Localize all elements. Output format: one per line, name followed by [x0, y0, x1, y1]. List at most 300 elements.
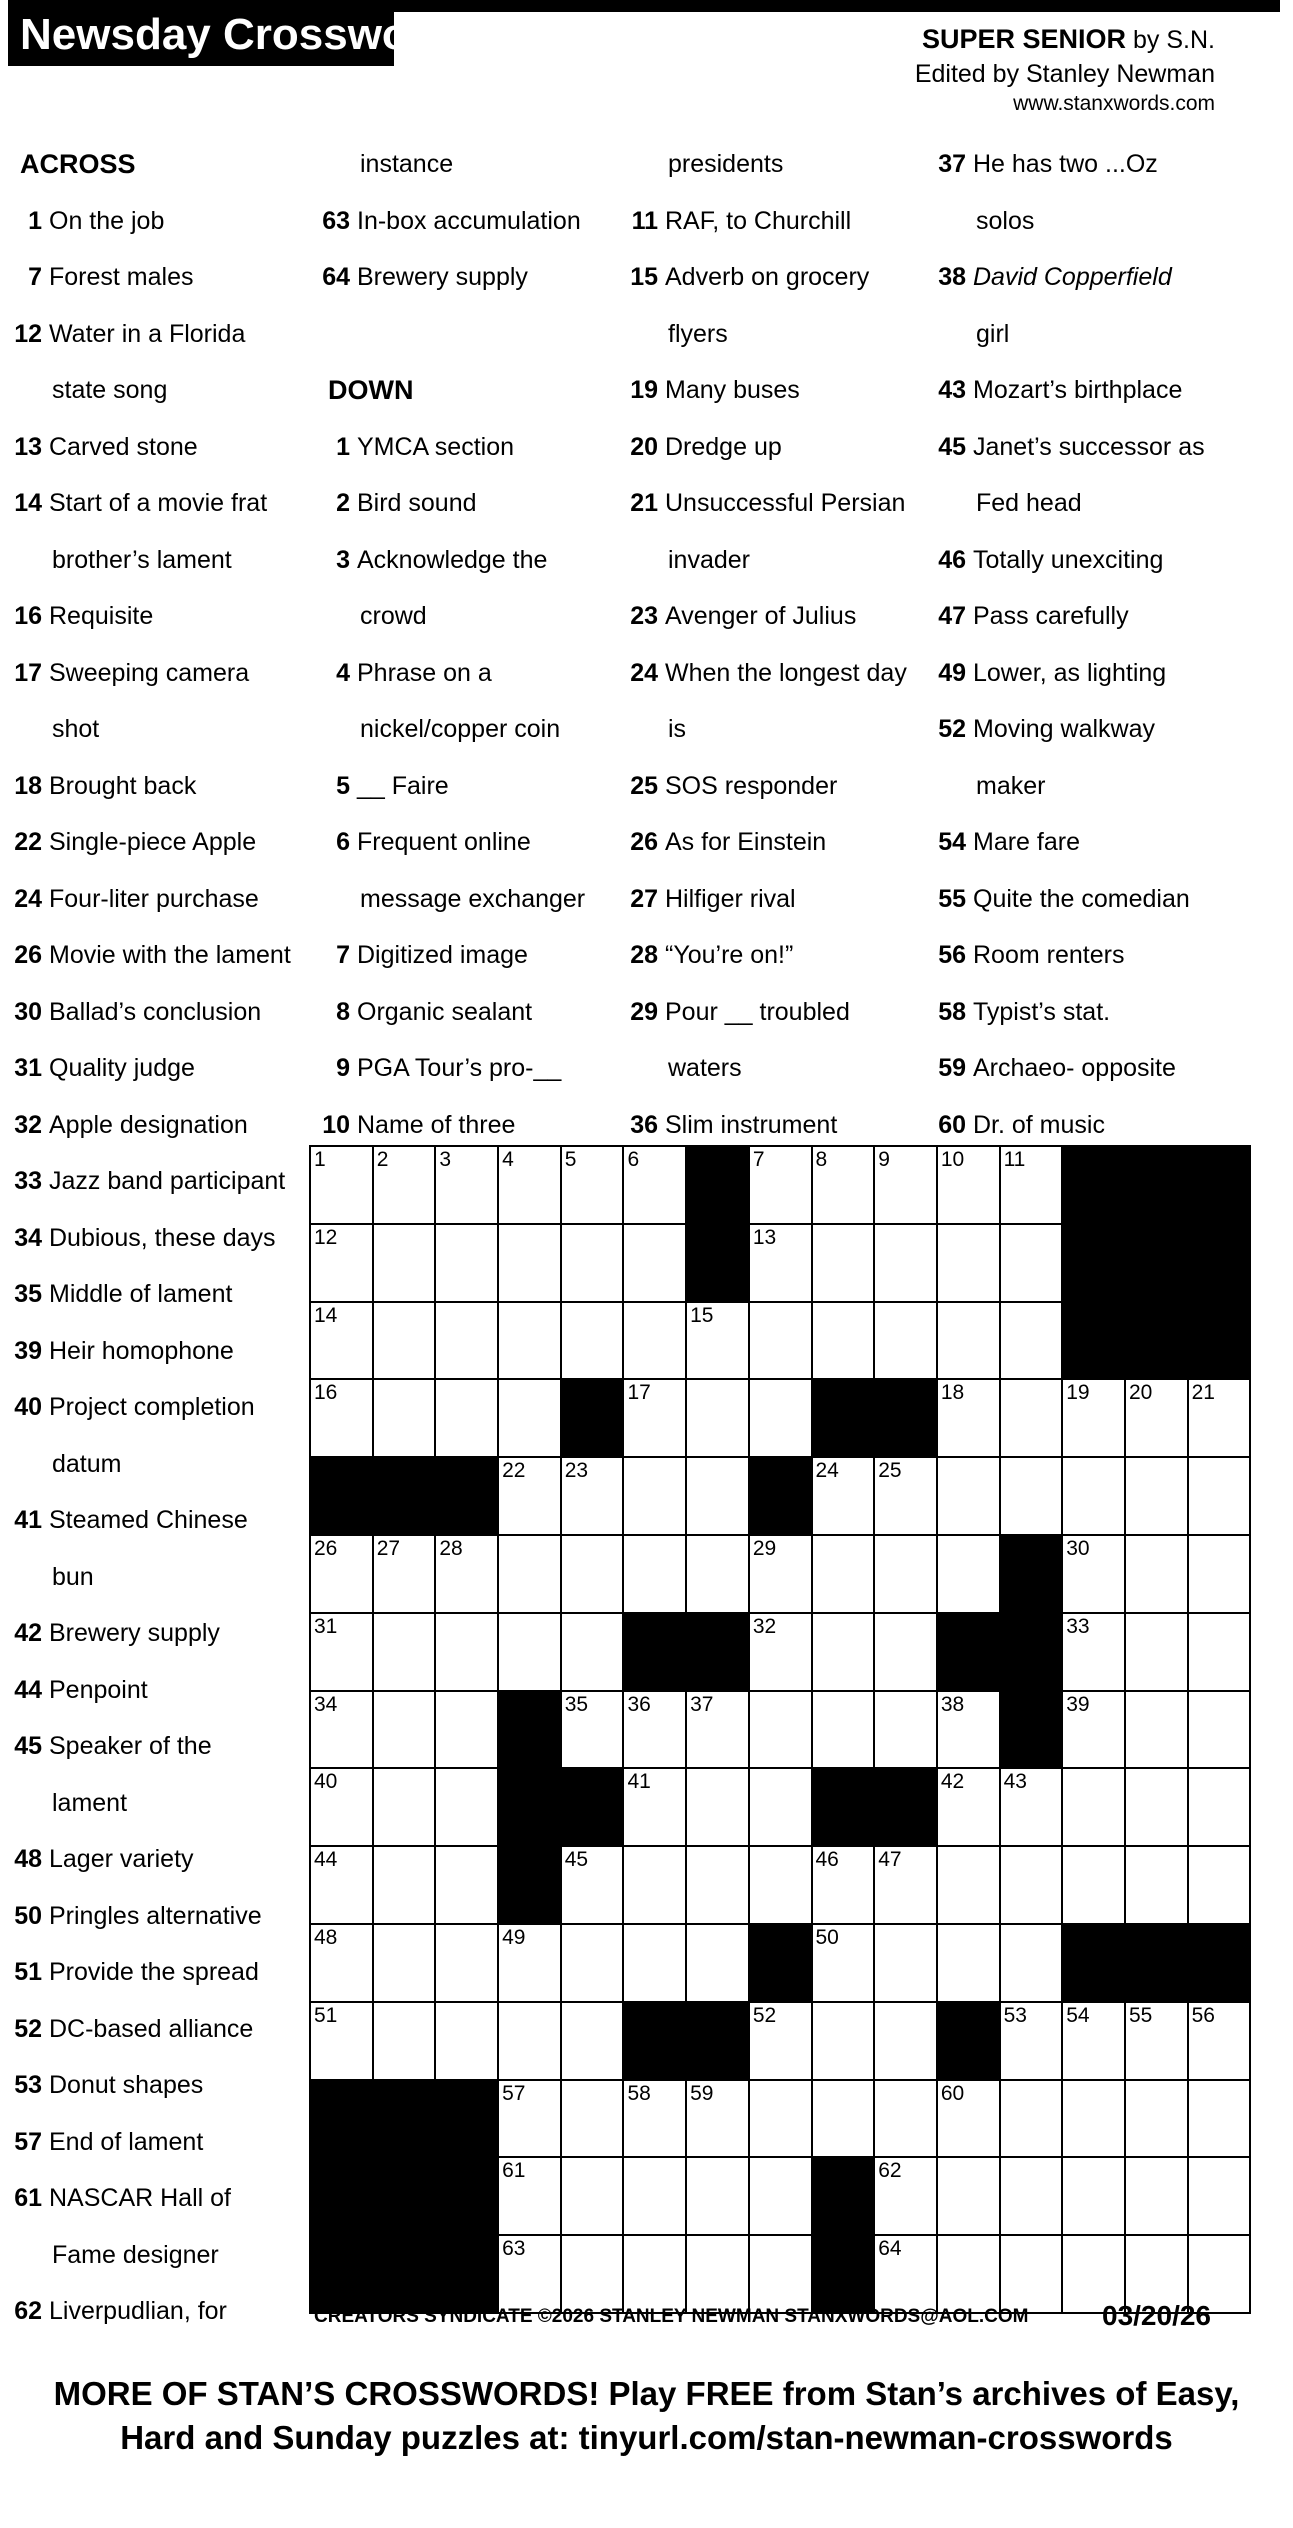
- grid-cell[interactable]: [1125, 1691, 1188, 1769]
- grid-cell[interactable]: [749, 1302, 812, 1380]
- cell-number: 51: [314, 2003, 338, 2027]
- grid-cell[interactable]: [310, 1691, 373, 1769]
- grid-cell[interactable]: [561, 2002, 624, 2080]
- grid-cell[interactable]: [1000, 1846, 1063, 1924]
- grid-cell[interactable]: [498, 1379, 561, 1457]
- grid-cell[interactable]: [1188, 2080, 1251, 2158]
- grid-cell[interactable]: [686, 2080, 749, 2158]
- grid-cell[interactable]: [1062, 2080, 1125, 2158]
- grid-cell[interactable]: [812, 1146, 875, 1224]
- grid-block: [1125, 1224, 1188, 1302]
- grid-cell[interactable]: [749, 1535, 812, 1613]
- grid-cell[interactable]: [373, 2002, 436, 2080]
- grid-cell[interactable]: [1062, 1535, 1125, 1613]
- grid-cell[interactable]: [623, 1691, 686, 1769]
- grid-cell[interactable]: [1000, 2235, 1063, 2313]
- clue-item[interactable]: [932, 588, 1237, 645]
- cell-number: 37: [690, 1692, 714, 1716]
- clue-item[interactable]: [932, 419, 1237, 476]
- clue-number: 12: [14, 319, 42, 348]
- clue-item[interactable]: [8, 1718, 313, 1775]
- clue-item[interactable]: [316, 419, 621, 476]
- grid-cell[interactable]: [1125, 2080, 1188, 2158]
- clue-item[interactable]: [8, 1888, 313, 1945]
- grid-cell[interactable]: [812, 1924, 875, 2002]
- grid-cell[interactable]: [623, 1768, 686, 1846]
- grid-cell[interactable]: [498, 2002, 561, 2080]
- grid-cell[interactable]: [874, 2002, 937, 2080]
- grid-cell[interactable]: [435, 1302, 498, 1380]
- clue-text: Quality judge: [49, 1054, 195, 1082]
- clue-item[interactable]: [8, 419, 313, 476]
- clue-item[interactable]: [624, 193, 929, 250]
- clue-item[interactable]: [316, 758, 621, 815]
- clue-item[interactable]: [8, 1944, 313, 2001]
- grid-cell[interactable]: [498, 2080, 561, 2158]
- cell-number: 38: [940, 1692, 965, 1716]
- grid-cell[interactable]: [498, 1924, 561, 2002]
- grid-cell[interactable]: [498, 1224, 561, 1302]
- clue-number: 56: [938, 941, 966, 969]
- grid-cell[interactable]: [623, 1302, 686, 1380]
- grid-cell[interactable]: [623, 1846, 686, 1924]
- grid-cell[interactable]: [498, 2157, 561, 2235]
- grid-cell[interactable]: [1000, 1146, 1063, 1224]
- grid-cell[interactable]: [373, 1768, 436, 1846]
- grid-cell[interactable]: [561, 1224, 624, 1302]
- grid-cell[interactable]: [1125, 1768, 1188, 1846]
- clue-column-1: [8, 136, 313, 2340]
- clue-item[interactable]: [932, 249, 1237, 306]
- grid-cell[interactable]: [1062, 1457, 1125, 1535]
- grid-cell[interactable]: [874, 1846, 937, 1924]
- grid-cell[interactable]: [1188, 1846, 1251, 1924]
- clue-item[interactable]: [8, 249, 313, 306]
- grid-cell[interactable]: [498, 1457, 561, 1535]
- clue-number: 16: [14, 602, 42, 630]
- grid-cell[interactable]: [435, 1924, 498, 2002]
- grid-cell[interactable]: [874, 1457, 937, 1535]
- grid-cell[interactable]: [749, 1224, 812, 1302]
- clue-item[interactable]: [8, 2114, 313, 2171]
- grid-block: [310, 2157, 373, 2235]
- grid-cell[interactable]: [498, 2235, 561, 2313]
- grid-cell[interactable]: [561, 1924, 624, 2002]
- grid-cell[interactable]: [874, 1924, 937, 2002]
- grid-cell[interactable]: [623, 2080, 686, 2158]
- clue-item[interactable]: [8, 927, 313, 984]
- section-heading: DOWN: [328, 375, 414, 405]
- grid-cell[interactable]: [435, 1691, 498, 1769]
- grid-cell[interactable]: [812, 2002, 875, 2080]
- grid-cell[interactable]: [561, 1613, 624, 1691]
- website-link[interactable]: www.stanxwords.com: [1013, 92, 1215, 115]
- grid-cell[interactable]: [561, 1846, 624, 1924]
- grid-cell[interactable]: [686, 1379, 749, 1457]
- clue-item[interactable]: [932, 871, 1237, 928]
- grid-cell[interactable]: [435, 1613, 498, 1691]
- clue-item[interactable]: [8, 2057, 313, 2114]
- grid-cell[interactable]: [623, 1924, 686, 2002]
- clue-item[interactable]: [624, 871, 929, 928]
- grid-cell[interactable]: [310, 1924, 373, 2002]
- grid-cell[interactable]: [498, 1302, 561, 1380]
- clue-text: Lower, as lighting: [973, 658, 1167, 687]
- grid-cell[interactable]: [435, 1535, 498, 1613]
- grid-cell[interactable]: [1000, 1224, 1063, 1302]
- grid-cell[interactable]: [686, 1535, 749, 1613]
- clue-text: Sweeping camera: [49, 658, 250, 687]
- clue-text: Middle of lament: [49, 1280, 233, 1308]
- clue-item[interactable]: [8, 758, 313, 815]
- clue-number: 30: [14, 997, 42, 1026]
- grid-cell[interactable]: [373, 1846, 436, 1924]
- clue-item[interactable]: [316, 475, 621, 532]
- clue-continuation: crowd: [360, 602, 427, 630]
- grid-cell[interactable]: [373, 1146, 436, 1224]
- grid-cell[interactable]: [937, 1146, 1000, 1224]
- clue-item[interactable]: [624, 814, 929, 871]
- cell-number: 56: [1191, 2003, 1215, 2027]
- clue-item[interactable]: [316, 249, 621, 306]
- clue-text: Pass carefully: [973, 602, 1129, 630]
- clue-item[interactable]: [624, 758, 929, 815]
- grid-cell[interactable]: [937, 1846, 1000, 1924]
- grid-cell[interactable]: [310, 1379, 373, 1457]
- grid-cell[interactable]: [1188, 1691, 1251, 1769]
- grid-cell[interactable]: [1000, 1302, 1063, 1380]
- grid-block: [812, 1768, 875, 1846]
- grid-cell[interactable]: [874, 2157, 937, 2235]
- clue-item[interactable]: [8, 1323, 313, 1380]
- grid-cell[interactable]: [937, 1302, 1000, 1380]
- clue-item[interactable]: [8, 645, 313, 702]
- grid-cell[interactable]: [686, 1924, 749, 2002]
- clue-item[interactable]: [8, 1153, 313, 1210]
- grid-row: [310, 2080, 1250, 2158]
- grid-cell[interactable]: [1000, 2157, 1063, 2235]
- grid-cell[interactable]: [937, 1535, 1000, 1613]
- grid-cell[interactable]: [623, 1146, 686, 1224]
- grid-cell[interactable]: [1188, 1379, 1251, 1457]
- clue-item[interactable]: [8, 1097, 313, 1154]
- clue-item[interactable]: [8, 306, 313, 363]
- cell-number: 23: [564, 1459, 589, 1483]
- clue-item[interactable]: [316, 193, 621, 250]
- clue-text: Phrase on a: [357, 658, 492, 687]
- grid-cell[interactable]: [1188, 2157, 1251, 2235]
- grid-cell[interactable]: [937, 1224, 1000, 1302]
- grid-cell[interactable]: [310, 1302, 373, 1380]
- grid-cell[interactable]: [686, 2157, 749, 2235]
- grid-cell[interactable]: [749, 1691, 812, 1769]
- grid-cell[interactable]: [874, 1613, 937, 1691]
- cell-number: 43: [1003, 1770, 1027, 1794]
- clue-column-3: [624, 136, 929, 1153]
- grid-cell[interactable]: [1000, 2002, 1063, 2080]
- clue-number: 9: [336, 1054, 350, 1082]
- grid-block: [1000, 1535, 1063, 1613]
- clue-item[interactable]: [8, 475, 313, 532]
- grid-cell[interactable]: [310, 1613, 373, 1691]
- grid-cell[interactable]: [749, 2080, 812, 2158]
- grid-cell[interactable]: [310, 1535, 373, 1613]
- grid-cell[interactable]: [874, 2080, 937, 2158]
- cell-number: 55: [1128, 2003, 1153, 2027]
- cell-number: 60: [940, 2081, 965, 2105]
- clue-item[interactable]: [8, 1266, 313, 1323]
- clue-item[interactable]: [932, 362, 1237, 419]
- grid-cell[interactable]: [435, 1224, 498, 1302]
- section-heading: ACROSS: [20, 149, 136, 179]
- grid-cell[interactable]: [874, 1224, 937, 1302]
- clue-text: Movie with the lament: [49, 941, 291, 969]
- grid-cell[interactable]: [1125, 1613, 1188, 1691]
- grid-cell[interactable]: [1125, 1379, 1188, 1457]
- promo-line-2[interactable]: Hard and Sunday puzzles at: tinyurl.com/stan-newman-crosswords: [120, 2419, 1173, 2456]
- grid-row: [310, 1768, 1250, 1846]
- clue-number: 4: [336, 658, 350, 687]
- grid-cell[interactable]: [1062, 2002, 1125, 2080]
- clue-text: Archaeo- opposite: [973, 1054, 1176, 1082]
- clue-item[interactable]: [8, 193, 313, 250]
- clue-item[interactable]: [624, 588, 929, 645]
- cell-number: 49: [502, 1925, 526, 1949]
- grid-cell[interactable]: [686, 1846, 749, 1924]
- clue-item[interactable]: [8, 588, 313, 645]
- grid-row: [310, 1457, 1250, 1535]
- grid-cell[interactable]: [561, 1457, 624, 1535]
- cell-number: 20: [1128, 1381, 1153, 1405]
- grid-cell[interactable]: [937, 2157, 1000, 2235]
- grid-block: [874, 1768, 937, 1846]
- clue-item[interactable]: [8, 871, 313, 928]
- grid-cell[interactable]: [1125, 1535, 1188, 1613]
- clue-item[interactable]: [8, 1210, 313, 1267]
- grid-row: [310, 1379, 1250, 1457]
- grid-cell[interactable]: [1000, 1457, 1063, 1535]
- grid-cell[interactable]: [812, 2080, 875, 2158]
- grid-cell[interactable]: [749, 2002, 812, 2080]
- grid-cell[interactable]: [498, 1146, 561, 1224]
- clue-item[interactable]: [932, 814, 1237, 871]
- grid-cell[interactable]: [623, 1535, 686, 1613]
- grid-cell[interactable]: [310, 1846, 373, 1924]
- cell-number: 14: [314, 1303, 338, 1327]
- grid-cell[interactable]: [874, 2235, 937, 2313]
- grid-cell[interactable]: [373, 1379, 436, 1457]
- grid-cell[interactable]: [561, 1146, 624, 1224]
- clue-item[interactable]: [624, 645, 929, 702]
- clue-item[interactable]: [624, 927, 929, 984]
- cell-number: 2: [376, 1148, 389, 1171]
- grid-cell[interactable]: [749, 2235, 812, 2313]
- grid-cell[interactable]: [937, 2080, 1000, 2158]
- clue-item[interactable]: [8, 1492, 313, 1549]
- grid-cell[interactable]: [373, 1613, 436, 1691]
- clue-continuation: nickel/copper coin: [360, 715, 561, 743]
- clue-item[interactable]: [8, 1379, 313, 1436]
- grid-cell[interactable]: [373, 1224, 436, 1302]
- grid-cell[interactable]: [1125, 2002, 1188, 2080]
- clue-number: 52: [14, 2014, 42, 2043]
- puzzle-editor: Edited by Stanley Newman: [914, 60, 1215, 88]
- clue-item[interactable]: [316, 984, 621, 1041]
- grid-cell[interactable]: [561, 1535, 624, 1613]
- grid-cell[interactable]: [1188, 1535, 1251, 1613]
- clue-text: In-box accumulation: [357, 206, 581, 235]
- grid-cell[interactable]: [1188, 2002, 1251, 2080]
- clue-item[interactable]: [932, 927, 1237, 984]
- clue-item[interactable]: [316, 927, 621, 984]
- grid-cell[interactable]: [623, 2235, 686, 2313]
- grid-cell[interactable]: [623, 1224, 686, 1302]
- grid-cell[interactable]: [1062, 1691, 1125, 1769]
- clue-item[interactable]: [316, 1040, 621, 1097]
- clue-item[interactable]: [316, 814, 621, 871]
- grid-cell[interactable]: [435, 1768, 498, 1846]
- grid-cell[interactable]: [1125, 2157, 1188, 2235]
- clue-item[interactable]: [932, 701, 1237, 758]
- grid-cell[interactable]: [561, 2157, 624, 2235]
- grid-cell[interactable]: [874, 1302, 937, 1380]
- clue-number: 45: [938, 432, 966, 461]
- grid-block: [1188, 1924, 1251, 2002]
- clue-item[interactable]: [8, 2283, 313, 2340]
- grid-cell[interactable]: [812, 1457, 875, 1535]
- grid-cell[interactable]: [937, 1457, 1000, 1535]
- clue-item[interactable]: [8, 1662, 313, 1719]
- clue-item[interactable]: [624, 362, 929, 419]
- grid-cell[interactable]: [623, 1457, 686, 1535]
- grid-block: [749, 1924, 812, 2002]
- clue-item[interactable]: [624, 475, 929, 532]
- grid-cell[interactable]: [686, 1457, 749, 1535]
- clue-item[interactable]: [932, 984, 1237, 1041]
- clue-item[interactable]: [316, 532, 621, 589]
- grid-cell[interactable]: [373, 1924, 436, 2002]
- grid-cell[interactable]: [373, 1535, 436, 1613]
- grid-cell[interactable]: [435, 1379, 498, 1457]
- clue-item[interactable]: [316, 645, 621, 702]
- clue-item[interactable]: [932, 1040, 1237, 1097]
- grid-cell[interactable]: [623, 1379, 686, 1457]
- clue-item[interactable]: [624, 984, 929, 1041]
- grid-cell[interactable]: [937, 1924, 1000, 2002]
- grid-cell[interactable]: [561, 2235, 624, 2313]
- grid-cell[interactable]: [937, 1379, 1000, 1457]
- grid-cell[interactable]: [373, 1302, 436, 1380]
- cell-number: 61: [502, 2159, 526, 2183]
- clue-item[interactable]: [8, 2170, 313, 2227]
- clue-item[interactable]: [8, 2001, 313, 2058]
- clue-number: 24: [630, 658, 658, 687]
- grid-cell[interactable]: [937, 1691, 1000, 1769]
- clue-number: 28: [630, 941, 658, 969]
- grid-cell[interactable]: [686, 2235, 749, 2313]
- grid-cell[interactable]: [1062, 1846, 1125, 1924]
- grid-cell[interactable]: [686, 1768, 749, 1846]
- grid-cell[interactable]: [373, 1691, 436, 1769]
- grid-cell[interactable]: [498, 1535, 561, 1613]
- grid-cell[interactable]: [1000, 2080, 1063, 2158]
- clue-item[interactable]: [624, 419, 929, 476]
- clue-number: 18: [14, 771, 42, 800]
- clue-item[interactable]: [8, 814, 313, 871]
- grid-cell[interactable]: [1062, 1379, 1125, 1457]
- grid-cell[interactable]: [686, 1302, 749, 1380]
- grid-cell[interactable]: [310, 1768, 373, 1846]
- grid-cell[interactable]: [310, 1224, 373, 1302]
- grid-cell[interactable]: [310, 1146, 373, 1224]
- grid-cell[interactable]: [1188, 1613, 1251, 1691]
- clue-item[interactable]: [8, 984, 313, 1041]
- clue-number: 19: [630, 376, 658, 404]
- grid-cell[interactable]: [874, 1535, 937, 1613]
- grid-cell[interactable]: [937, 1768, 1000, 1846]
- grid-cell[interactable]: [1188, 1768, 1251, 1846]
- grid-cell[interactable]: [1125, 1846, 1188, 1924]
- grid-cell[interactable]: [1062, 1613, 1125, 1691]
- grid-cell[interactable]: [1000, 1379, 1063, 1457]
- clue-text: Bird sound: [357, 489, 477, 517]
- grid-cell[interactable]: [812, 1613, 875, 1691]
- grid-cell[interactable]: [498, 1613, 561, 1691]
- grid-row: [310, 1224, 1250, 1302]
- grid-cell[interactable]: [1188, 1457, 1251, 1535]
- grid-cell[interactable]: [435, 1846, 498, 1924]
- grid-cell[interactable]: [749, 1613, 812, 1691]
- grid-cell[interactable]: [749, 1146, 812, 1224]
- clue-item[interactable]: [624, 249, 929, 306]
- grid-cell[interactable]: [686, 1691, 749, 1769]
- grid-cell[interactable]: [623, 2157, 686, 2235]
- grid-cell[interactable]: [1000, 1924, 1063, 2002]
- grid-cell[interactable]: [749, 1846, 812, 1924]
- clue-item[interactable]: [8, 1040, 313, 1097]
- grid-cell[interactable]: [435, 2002, 498, 2080]
- grid-cell[interactable]: [749, 1768, 812, 1846]
- grid-cell[interactable]: [812, 1846, 875, 1924]
- grid-cell[interactable]: [812, 1691, 875, 1769]
- grid-cell[interactable]: [874, 1146, 937, 1224]
- clue-item[interactable]: [932, 136, 1237, 193]
- cell-number: 33: [1066, 1614, 1090, 1638]
- grid-cell[interactable]: [310, 2002, 373, 2080]
- grid-cell[interactable]: [812, 1535, 875, 1613]
- clue-text: Start of a movie frat: [49, 489, 268, 517]
- grid-cell[interactable]: [1062, 2157, 1125, 2235]
- clue-item[interactable]: [8, 1831, 313, 1888]
- grid-cell[interactable]: [749, 2157, 812, 2235]
- clue-item[interactable]: [932, 532, 1237, 589]
- grid-cell[interactable]: [561, 2080, 624, 2158]
- grid-cell[interactable]: [874, 1691, 937, 1769]
- grid-cell[interactable]: [812, 1224, 875, 1302]
- grid-cell[interactable]: [937, 2235, 1000, 2313]
- grid-cell[interactable]: [812, 1302, 875, 1380]
- grid-cell[interactable]: [1000, 1768, 1063, 1846]
- clue-item[interactable]: [8, 1605, 313, 1662]
- grid-cell[interactable]: [435, 1146, 498, 1224]
- grid-cell[interactable]: [1062, 1768, 1125, 1846]
- grid-cell[interactable]: [561, 1691, 624, 1769]
- clue-number: 10: [322, 1110, 350, 1139]
- grid-cell[interactable]: [561, 1302, 624, 1380]
- clue-item[interactable]: [932, 645, 1237, 702]
- grid-cell[interactable]: [1125, 1457, 1188, 1535]
- grid-cell[interactable]: [749, 1379, 812, 1457]
